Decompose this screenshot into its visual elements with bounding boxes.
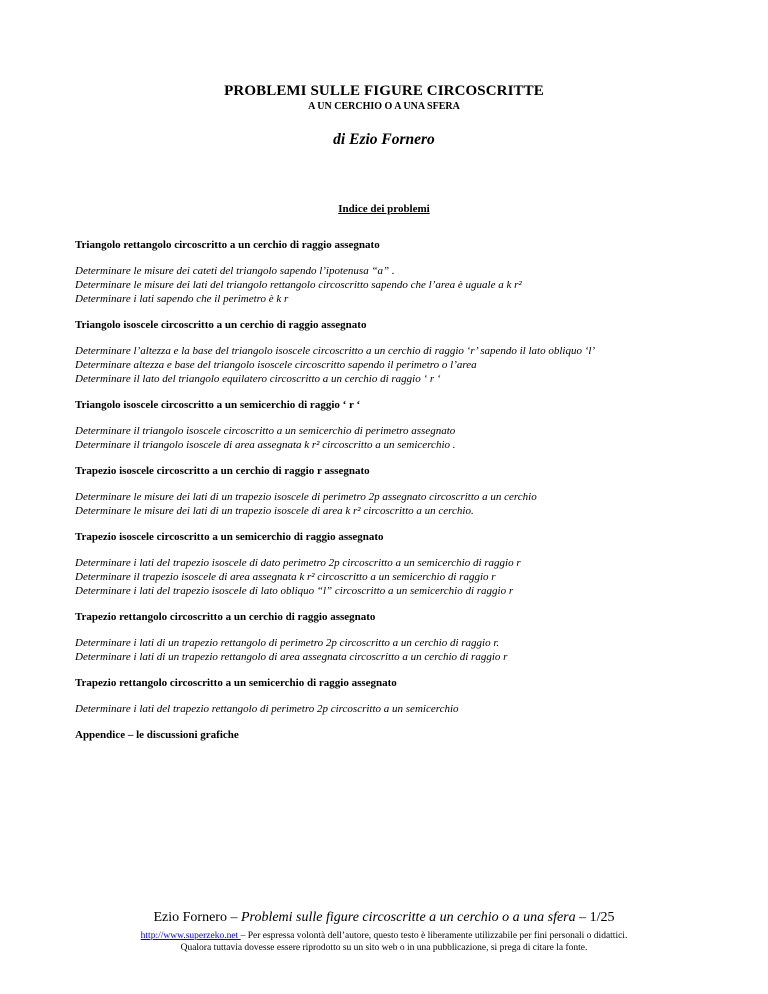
problem-item: Determinare i lati di un trapezio rettangolo di perimetro 2p circoscritto a un cerchio di raggio r. xyxy=(75,637,500,649)
document-author: di Ezio Fornero xyxy=(333,131,435,148)
section-heading: Trapezio rettangolo circoscritto a un cerchio di raggio assegnato xyxy=(75,611,376,623)
section-items xyxy=(75,556,735,598)
index-section xyxy=(75,464,735,518)
problem-item: Determinare i lati del trapezio isoscele di lato obliquo “l” circoscritto a un semicerchio di raggio r xyxy=(75,585,514,597)
problem-item: Determinare il triangolo isoscele circoscritto a un semicerchio di perimetro assegnato xyxy=(75,425,456,437)
problem-item: Determinare i lati sapendo che il perimetro è k r xyxy=(75,293,289,305)
index-section xyxy=(75,318,735,386)
section-items xyxy=(75,636,735,664)
index-section xyxy=(75,238,735,306)
problem-item: Determinare il trapezio isoscele di area assegnata k r² circoscritto a un semicerchio di raggio r xyxy=(75,571,496,583)
problem-item: Determinare il triangolo isoscele di area assegnata k r² circoscritto a un semicerchio . xyxy=(75,439,456,451)
section-items xyxy=(75,490,735,518)
section-heading: Trapezio rettangolo circoscritto a un semicerchio di raggio assegnato xyxy=(75,677,397,689)
page-footer xyxy=(0,910,768,926)
problem-item: Determinare le misure dei lati del triangolo rettangolo circoscritto sapendo che l’area è uguale a k r² xyxy=(75,279,522,291)
problem-item: Determinare il lato del triangolo equilatero circoscritto a un cerchio di raggio ‘ r ‘ xyxy=(75,373,441,385)
index-section xyxy=(75,530,735,598)
section-heading: Trapezio isoscele circoscritto a un cerchio di raggio r assegnato xyxy=(75,465,370,477)
footer-note-text: – Per espressa volontà dell’autore, questo testo è liberamente utilizzabile per fini personali o didattici. xyxy=(240,931,628,941)
footer-doc-title: Problemi sulle figure circoscritte a un cerchio o a una sfera xyxy=(240,910,576,925)
section-heading: Triangolo isoscele circoscritto a un semicerchio di raggio ‘ r ‘ xyxy=(75,399,361,411)
section-heading: Trapezio isoscele circoscritto a un semicerchio di raggio assegnato xyxy=(75,531,384,543)
problem-item: Determinare l’altezza e la base del triangolo isoscele circoscritto a un cerchio di raggio ‘r’ sapendo il lato obliquo ‘l’ xyxy=(75,345,596,357)
problem-item: Determinare le misure dei lati di un trapezio isoscele di area k r² circoscritto a un cerchio. xyxy=(75,505,474,517)
section-heading: Triangolo rettangolo circoscritto a un cerchio di raggio assegnato xyxy=(75,239,380,251)
problem-index xyxy=(75,238,735,742)
document-subtitle: A UN CERCHIO O A UNA SFERA xyxy=(308,101,460,112)
problem-item: Determinare i lati di un trapezio rettangolo di area assegnata circoscritto a un cerchio di raggio r xyxy=(75,651,508,663)
index-section xyxy=(75,676,735,716)
footer-note-line-1 xyxy=(0,930,768,942)
footer-author: Ezio Fornero – xyxy=(153,910,241,925)
problem-item: Determinare le misure dei cateti del triangolo sapendo l’ipotenusa “a” . xyxy=(75,265,395,277)
section-items xyxy=(75,424,735,452)
section-items xyxy=(75,344,735,386)
footer-page-number: – 1/25 xyxy=(575,910,615,925)
website-link[interactable]: http://www.superzeko.net xyxy=(140,931,241,941)
section-heading: Triangolo isoscele circoscritto a un cerchio di raggio assegnato xyxy=(75,319,367,331)
problem-item: Determinare altezza e base del triangolo isoscele circoscritto sapendo il perimetro o l’area xyxy=(75,359,477,371)
problem-item: Determinare i lati del trapezio rettangolo di perimetro 2p circoscritto a un semicerchio xyxy=(75,703,459,715)
index-title: Indice dei problemi xyxy=(338,203,430,215)
appendix-heading: Appendice – le discussioni grafiche xyxy=(75,729,239,741)
footer-license-note xyxy=(0,930,768,954)
problem-item: Determinare i lati del trapezio isoscele di dato perimetro 2p circoscritto a un semicerchio di raggio r xyxy=(75,557,521,569)
section-items xyxy=(75,702,735,716)
index-section xyxy=(75,610,735,664)
footer-note-line-2: Qualora tuttavia dovesse essere riprodotto su un sito web o in una pubblicazione, si prega di citare la fonte. xyxy=(180,943,588,953)
section-items xyxy=(75,264,735,306)
problem-item: Determinare le misure dei lati di un trapezio isoscele di perimetro 2p assegnato circoscritto a un cerchio xyxy=(75,491,537,503)
document-title: PROBLEMI SULLE FIGURE CIRCOSCRITTE xyxy=(224,83,544,99)
index-section xyxy=(75,398,735,452)
